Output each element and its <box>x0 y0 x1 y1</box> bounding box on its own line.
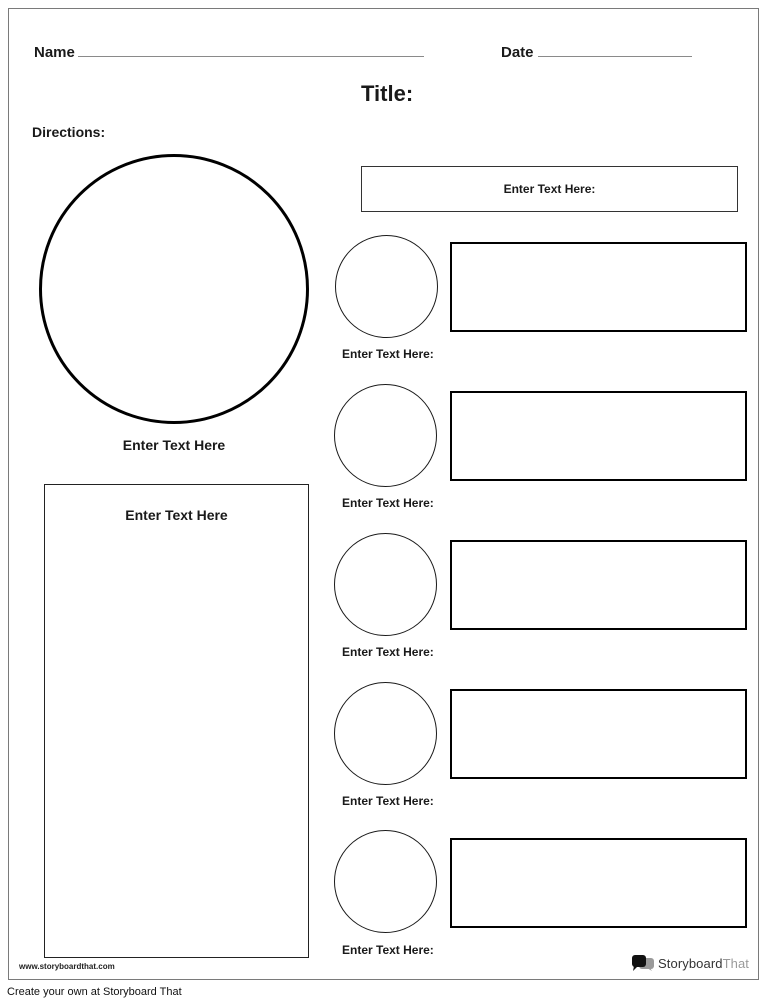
logo-text-storyboard: Storyboard <box>658 955 723 971</box>
row-5-circle[interactable] <box>334 830 437 933</box>
top-textbox[interactable] <box>361 166 738 212</box>
row-1-textbox[interactable] <box>450 242 747 332</box>
big-circle-textbox[interactable] <box>39 154 309 424</box>
row-3-label: Enter Text Here: <box>342 645 434 659</box>
row-3-textbox[interactable] <box>450 540 747 630</box>
row-4-circle[interactable] <box>334 682 437 785</box>
row-4-textbox[interactable] <box>450 689 747 779</box>
credit-link[interactable]: Create your own at Storyboard That <box>7 986 182 998</box>
tall-box-caption: Enter Text Here <box>125 507 228 523</box>
logo-text <box>658 956 749 971</box>
top-box-caption: Enter Text Here: <box>503 182 596 196</box>
name-field-line[interactable] <box>78 56 424 57</box>
name-label: Name <box>34 44 75 61</box>
row-2-textbox[interactable] <box>450 391 747 481</box>
row-5-label: Enter Text Here: <box>342 943 434 957</box>
row-2-label: Enter Text Here: <box>342 496 434 510</box>
directions-label: Directions: <box>32 124 106 140</box>
speech-bubbles-icon <box>631 954 655 972</box>
logo-text-that: That <box>722 955 750 971</box>
big-circle-caption: Enter Text Here <box>122 437 226 453</box>
row-1-circle[interactable] <box>335 235 438 338</box>
storyboardthat-logo[interactable] <box>631 954 749 972</box>
row-4-label: Enter Text Here: <box>342 794 434 808</box>
tall-textbox[interactable] <box>44 484 309 958</box>
footer-url: www.storyboardthat.com <box>19 962 115 971</box>
page-title: Title: <box>361 81 414 106</box>
row-2-circle[interactable] <box>334 384 437 487</box>
row-1-label: Enter Text Here: <box>342 347 434 361</box>
row-3-circle[interactable] <box>334 533 437 636</box>
worksheet-page <box>8 8 759 980</box>
row-5-textbox[interactable] <box>450 838 747 928</box>
date-field-line[interactable] <box>538 56 692 57</box>
date-label: Date <box>501 44 534 61</box>
